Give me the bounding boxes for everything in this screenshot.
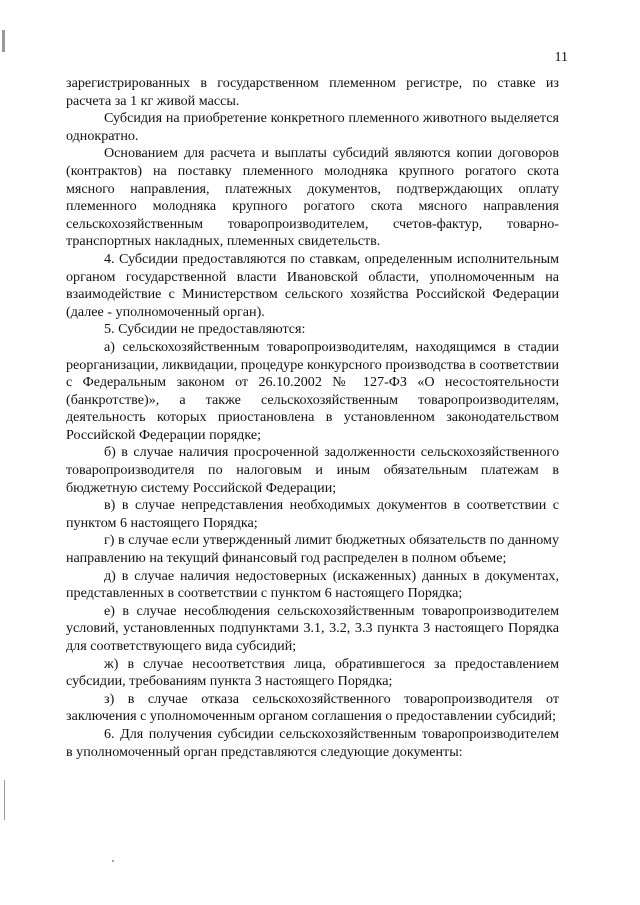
paragraph-subsidy-once: Субсидия на приобретение конкретного племенного животного выделяется однократно.	[66, 110, 559, 144]
list-item-e: е) в случае несоблюдения сельскохозяйственным товаропроизводителем условий, установленных подпунктами 3.1, 3.2, 3.3 пункта 3 настоящего Порядка для соответствующего вида субсидий;	[66, 602, 559, 654]
scan-speck	[112, 860, 114, 862]
page-number: 11	[554, 50, 568, 65]
binding-mark	[2, 30, 5, 52]
list-item-d: д) в случае наличия недостоверных (искаженных) данных в документах, представленных в соответствии с пунктом 6 настоящего Порядка;	[66, 567, 559, 602]
paragraph-calculation-basis: Основанием для расчета и выплаты субсидий являются копии договоров (контрактов) на поставку племенного молодняка крупного рогатого скота мясного направления, платежных документов, подтверждающих оплату племенного молодняка крупного рогатого скота мясного направления сельскохозяйственным товаропроизводителем, счетов-фактур, товарно-транспортных накладных, племенных свидетельств.	[66, 145, 559, 250]
list-item-z: з) в случае отказа сельскохозяйственного товаропроизводителя от заключения с уполномоченным органом соглашения о предоставлении субсидий;	[66, 690, 559, 725]
list-item-v: в) в случае непредставления необходимых документов в соответствии с пунктом 6 настоящего Порядка;	[66, 497, 559, 531]
list-item-zh: ж) в случае несоответствия лица, обратившегося за предоставлением субсидии, требованиям пункта 3 настоящего Порядка;	[66, 655, 559, 690]
paragraph-item-5: 5. Субсидии не предоставляются:	[104, 321, 306, 338]
paragraph-item-6: 6. Для получения субсидии сельскохозяйственным товаропроизводителем в уполномоченный орган представляются следующие документы:	[66, 725, 559, 760]
document-body	[66, 75, 559, 761]
paragraph-item-4: 4. Субсидии предоставляются по ставкам, определенным исполнительным органом государственной власти Ивановской области, уполномоченным на взаимодействие с Министерством сельского хозяйства Российской Федерации (далее - уполномоченный орган).	[66, 250, 559, 320]
paragraph-continuation: зарегистрированных в государственном племенном регистре, по ставке из расчета за 1 кг живой массы.	[66, 75, 559, 109]
binding-mark	[4, 780, 5, 820]
list-item-g: г) в случае если утвержденный лимит бюджетных обязательств по данному направлению на текущий финансовый год распределен в полном объеме;	[66, 532, 559, 567]
list-item-b: б) в случае наличия просроченной задолженности сельскохозяйственного товаропроизводителя по налоговым и иным обязательным платежам в бюджетную систему Российской Федерации;	[66, 444, 559, 496]
list-item-a: а) сельскохозяйственным товаропроизводителям, находящимся в стадии реорганизации, ликвидации, процедуре конкурсного производства в соответствии с Федеральным законом от 26.10.2002 № 127-ФЗ «О несостоятельности (банкротстве)», а также сельскохозяйственным товаропроизводителям, деятельность которых приостановлена в установленном законодательством Российской Федерации порядке;	[66, 338, 559, 443]
